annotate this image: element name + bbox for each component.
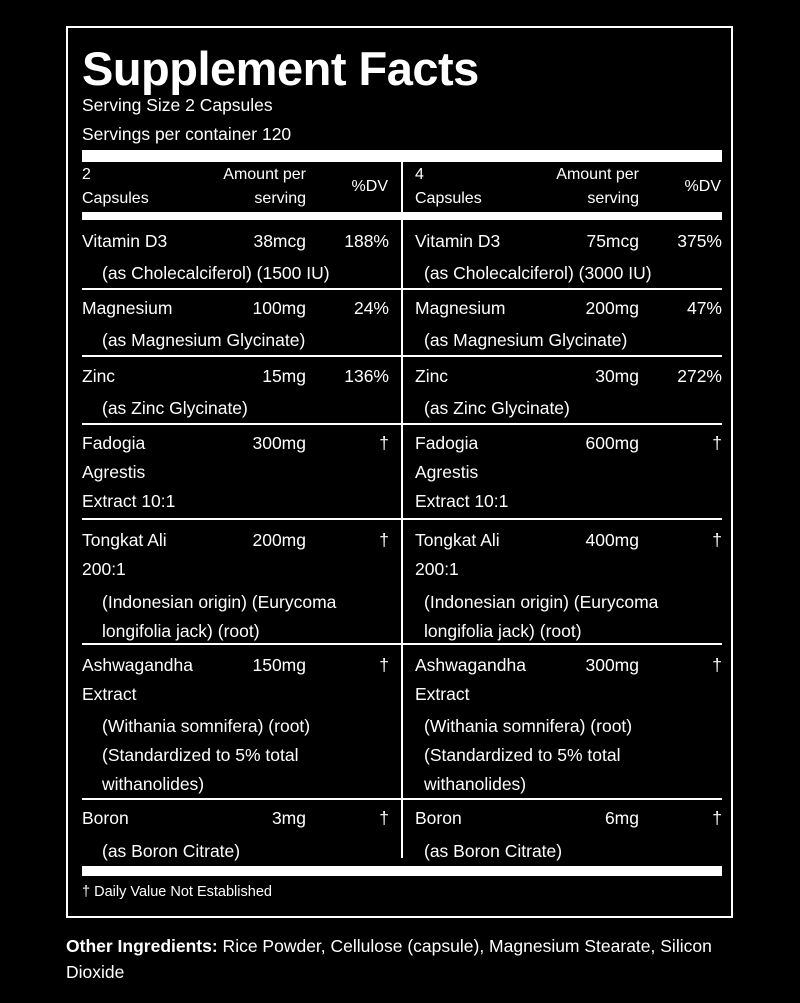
nutrient-amount: 15mg [262,366,306,386]
nutrient-source: (Indonesian origin) (Eurycoma [102,592,337,612]
footnote: † Daily Value Not Established [82,884,272,900]
row-divider [82,798,722,800]
header-amount-line2: serving [587,190,639,207]
nutrient-dv: † [712,655,722,675]
nutrient-source: (Standardized to 5% total [102,745,299,765]
nutrient-source: (as Magnesium Glycinate) [102,330,306,350]
column-divider [401,162,403,858]
nutrient-source: (Standardized to 5% total [424,745,621,765]
nutrient-amount: 600mg [585,433,639,453]
nutrient-name: Extract [415,684,470,704]
other-ingredients-label: Other Ingredients: [66,936,218,956]
nutrient-source: (Withania somnifera) (root) [424,716,633,736]
nutrient-amount: 150mg [252,655,306,675]
nutrient-amount: 300mg [252,433,306,453]
nutrient-source: longifolia jack) (root) [424,621,582,641]
serving-size: Serving Size 2 Capsules [82,95,273,115]
nutrient-dv: 375% [677,231,722,251]
nutrient-dv: † [712,530,722,550]
thick-divider-header [82,212,722,220]
header-amount-line1: Amount per [223,166,306,183]
nutrient-amount: 400mg [585,530,639,550]
nutrient-source: (as Magnesium Glycinate) [424,330,628,350]
nutrient-source: withanolides) [424,774,527,794]
nutrient-name: Magnesium [82,298,173,318]
nutrient-name: Vitamin D3 [415,231,501,251]
nutrient-name: Extract 10:1 [415,491,509,511]
header-unit: Capsules [82,190,149,207]
nutrient-name: Extract [82,684,137,704]
nutrient-amount: 100mg [252,298,306,318]
row-divider [82,518,722,520]
nutrient-dv: † [379,530,389,550]
facts-table [82,28,722,878]
nutrient-amount: 200mg [252,530,306,550]
nutrient-dv: † [379,433,389,453]
nutrient-name: Boron [415,808,462,828]
row-divider [82,423,722,425]
nutrient-dv: † [712,433,722,453]
nutrient-source: (as Cholecalciferol) (1500 IU) [102,263,330,283]
nutrient-name: 200:1 [415,559,459,579]
nutrient-amount: 3mg [271,808,306,828]
nutrient-source: (as Zinc Glycinate) [424,398,570,418]
nutrient-amount: 6mg [604,808,639,828]
nutrient-dv: 24% [353,298,389,318]
header-amount-line1: Amount per [556,166,639,183]
nutrient-dv: 136% [344,366,389,386]
header-count: 4 [415,166,424,183]
header-amount-line2: serving [254,190,306,207]
nutrient-source: (as Cholecalciferol) (3000 IU) [424,263,652,283]
nutrient-name: Fadogia [82,433,146,453]
nutrient-name: Ashwagandha [415,655,526,675]
header-unit: Capsules [415,190,482,207]
other-ingredients-text: Rice Powder, Cellulose (capsule), Magnesium Stearate, Silicon Dioxide [66,936,712,982]
nutrient-dv: 47% [686,298,722,318]
nutrient-name: Ashwagandha [82,655,193,675]
servings-per-container: Servings per container 120 [82,124,292,144]
thick-divider-bottom [82,866,722,876]
nutrient-name: Zinc [415,366,449,386]
nutrient-amount: 300mg [585,655,639,675]
nutrient-dv: † [379,655,389,675]
nutrient-source: longifolia jack) (root) [102,621,260,641]
nutrient-name: Agrestis [82,462,146,482]
nutrient-amount: 38mcg [253,231,306,251]
nutrient-name: Extract 10:1 [82,491,176,511]
header-dv: %DV [684,178,721,195]
nutrient-name: 200:1 [82,559,126,579]
row-divider [82,288,722,290]
nutrient-name: Zinc [82,366,116,386]
header-dv: %DV [351,178,388,195]
nutrient-dv: † [379,808,389,828]
nutrient-dv: 272% [677,366,722,386]
nutrient-name: Magnesium [415,298,506,318]
nutrient-amount: 200mg [585,298,639,318]
nutrient-source: (Indonesian origin) (Eurycoma [424,592,659,612]
nutrient-name: Tongkat Ali [82,530,167,550]
nutrient-source: (Withania somnifera) (root) [102,716,311,736]
nutrient-amount: 30mg [595,366,639,386]
nutrient-source: withanolides) [102,774,205,794]
nutrient-name: Vitamin D3 [82,231,168,251]
row-divider [82,355,722,357]
nutrient-dv: † [712,808,722,828]
nutrient-source: (as Zinc Glycinate) [102,398,248,418]
nutrient-name: Boron [82,808,129,828]
header-count: 2 [82,166,91,183]
panel-title: Supplement Facts [82,42,479,95]
nutrient-source: (as Boron Citrate) [424,841,563,861]
nutrient-name: Fadogia [415,433,479,453]
supplement-facts-panel [66,26,733,918]
other-ingredients [66,933,746,985]
nutrient-name: Agrestis [415,462,479,482]
nutrient-amount: 75mcg [586,231,639,251]
nutrient-dv: 188% [344,231,389,251]
row-divider [82,643,722,645]
nutrient-name: Tongkat Ali [415,530,500,550]
nutrient-source: (as Boron Citrate) [102,841,241,861]
